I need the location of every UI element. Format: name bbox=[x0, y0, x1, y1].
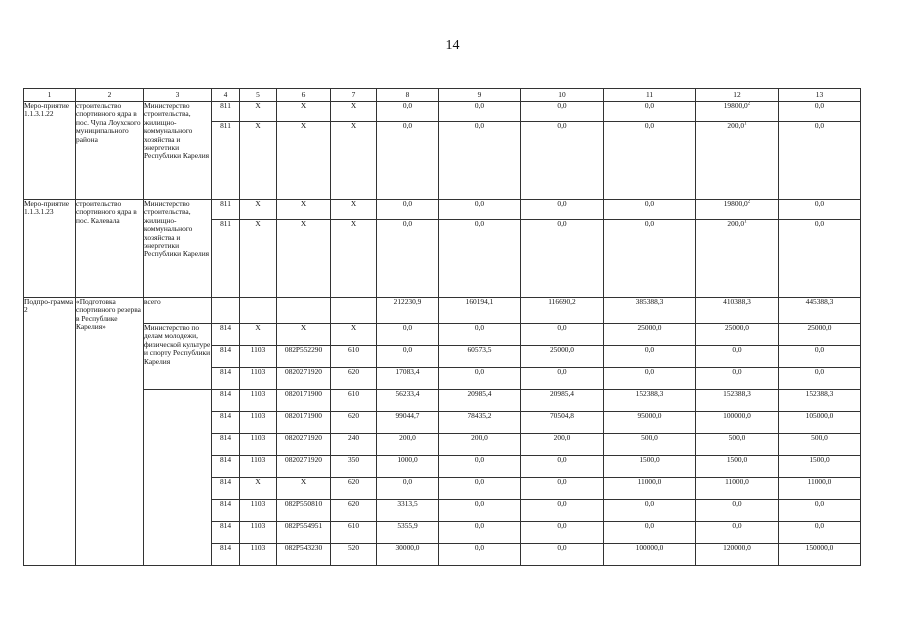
value-cell: 160194,1 bbox=[439, 298, 521, 324]
value-cell: 25000,0 bbox=[604, 324, 696, 346]
value-cell: 0,0 bbox=[377, 200, 439, 220]
value-cell: 811 bbox=[212, 122, 240, 200]
value-cell: 1103 bbox=[240, 346, 277, 368]
value-cell: 0,0 bbox=[521, 200, 604, 220]
value-cell: 1103 bbox=[240, 434, 277, 456]
subprogram-2-total-row bbox=[24, 298, 861, 324]
value-cell: 082P552290 bbox=[277, 346, 331, 368]
total-label: всего bbox=[144, 298, 212, 324]
measure-description: строительство спортивного ядра в пос. Чупа Лоухского муниципального района bbox=[76, 102, 144, 200]
value-cell: 811 bbox=[212, 200, 240, 220]
value-cell: 350 bbox=[331, 456, 377, 478]
value-cell: 620 bbox=[331, 412, 377, 434]
value-cell: X bbox=[277, 220, 331, 298]
value-cell: X bbox=[277, 478, 331, 500]
value-cell: 0,0 bbox=[377, 478, 439, 500]
value-cell: X bbox=[277, 200, 331, 220]
value-cell: 814 bbox=[212, 522, 240, 544]
value-cell: 0,0 bbox=[377, 346, 439, 368]
page-number: 14 bbox=[445, 38, 460, 53]
value-cell: 20985,4 bbox=[439, 390, 521, 412]
value-cell: 70504,8 bbox=[521, 412, 604, 434]
responsible-executor: Министерство по делам молодежи, физической культуре и спорту Республики Карелия bbox=[144, 324, 212, 390]
value-cell: 814 bbox=[212, 324, 240, 346]
value-cell: 25000,0 bbox=[779, 324, 861, 346]
value-cell: 610 bbox=[331, 346, 377, 368]
value-cell: 0,0 bbox=[439, 102, 521, 122]
value-cell: 0,0 bbox=[779, 368, 861, 390]
value-cell: 082P554951 bbox=[277, 522, 331, 544]
value-cell: 152388,3 bbox=[604, 390, 696, 412]
value-cell: 5355,9 bbox=[377, 522, 439, 544]
value-cell: 0,0 bbox=[604, 500, 696, 522]
value-cell: 0,0 bbox=[604, 368, 696, 390]
value-cell: 814 bbox=[212, 456, 240, 478]
value-cell: 1103 bbox=[240, 500, 277, 522]
value-cell: X bbox=[331, 220, 377, 298]
column-header: 13 bbox=[779, 89, 861, 102]
value-cell: 1500,0 bbox=[779, 456, 861, 478]
value-cell: 0,0 bbox=[696, 522, 779, 544]
value-cell: 200,0 bbox=[377, 434, 439, 456]
footnote-mark: 2 bbox=[747, 199, 751, 205]
value-cell: 610 bbox=[331, 390, 377, 412]
value-cell: 60573,5 bbox=[439, 346, 521, 368]
header-row bbox=[24, 89, 861, 102]
value-cell: 78435,2 bbox=[439, 412, 521, 434]
value-cell: X bbox=[240, 102, 277, 122]
value-cell: 0,0 bbox=[521, 522, 604, 544]
value-cell: 0820271920 bbox=[277, 456, 331, 478]
value-cell: 814 bbox=[212, 368, 240, 390]
value-cell: 152388,3 bbox=[779, 390, 861, 412]
value-cell: 0820171900 bbox=[277, 390, 331, 412]
value-cell: 0,0 bbox=[779, 522, 861, 544]
value-cell: 100000,0 bbox=[604, 544, 696, 566]
value-cell: 0,0 bbox=[779, 122, 861, 200]
value-cell: 0,0 bbox=[439, 456, 521, 478]
value-cell: 0,0 bbox=[377, 220, 439, 298]
value-cell: 19800,0$^2$ bbox=[696, 102, 779, 122]
value-cell: X bbox=[277, 122, 331, 200]
value-cell: 410388,3 bbox=[696, 298, 779, 324]
value-cell: 212230,9 bbox=[377, 298, 439, 324]
value-cell: 0820271920 bbox=[277, 434, 331, 456]
value-cell: 25000,0 bbox=[696, 324, 779, 346]
value-cell: 0,0 bbox=[521, 102, 604, 122]
value-cell: X bbox=[240, 200, 277, 220]
value-cell: 500,0 bbox=[779, 434, 861, 456]
value-cell: 814 bbox=[212, 434, 240, 456]
value-cell: 0820171900 bbox=[277, 412, 331, 434]
value-cell: 0,0 bbox=[604, 346, 696, 368]
value-cell: X bbox=[331, 324, 377, 346]
value-cell: 0,0 bbox=[604, 200, 696, 220]
column-header: 11 bbox=[604, 89, 696, 102]
value-cell: 0,0 bbox=[439, 500, 521, 522]
value-cell: X bbox=[331, 102, 377, 122]
value-cell: X bbox=[331, 122, 377, 200]
value-cell: 0,0 bbox=[439, 522, 521, 544]
value-cell: 0,0 bbox=[696, 346, 779, 368]
value-cell: 0,0 bbox=[521, 500, 604, 522]
value-cell: 0,0 bbox=[377, 102, 439, 122]
subprogram-2-row bbox=[24, 390, 861, 412]
value-cell: 30000,0 bbox=[377, 544, 439, 566]
value-cell: 082P543230 bbox=[277, 544, 331, 566]
value-cell: 0,0 bbox=[521, 122, 604, 200]
column-header: 1 bbox=[24, 89, 76, 102]
value-cell: 0,0 bbox=[521, 368, 604, 390]
value-cell: 1103 bbox=[240, 368, 277, 390]
value-cell: 0,0 bbox=[439, 478, 521, 500]
value-cell: 0,0 bbox=[439, 122, 521, 200]
value-cell: 240 bbox=[331, 434, 377, 456]
value-cell: 082P550810 bbox=[277, 500, 331, 522]
subprogram-2-row bbox=[24, 324, 861, 346]
value-cell: 0820271920 bbox=[277, 368, 331, 390]
column-header: 12 bbox=[696, 89, 779, 102]
value-cell: 200,0 bbox=[439, 434, 521, 456]
measure-description: строительство спортивного ядра в пос. Калевала bbox=[76, 200, 144, 298]
value-cell: 0,0 bbox=[439, 220, 521, 298]
value-cell: 814 bbox=[212, 412, 240, 434]
measure-2-row-1 bbox=[24, 200, 861, 220]
value-cell: 0,0 bbox=[521, 544, 604, 566]
measure-1-row-1 bbox=[24, 102, 861, 122]
value-cell: 200,0$^1$ bbox=[696, 122, 779, 200]
value-cell: 56233,4 bbox=[377, 390, 439, 412]
value-cell: 150000,0 bbox=[779, 544, 861, 566]
footnote-mark: 1 bbox=[744, 121, 747, 127]
value-cell: 1500,0 bbox=[604, 456, 696, 478]
table-body bbox=[24, 89, 861, 566]
value-cell: 120000,0 bbox=[696, 544, 779, 566]
value-cell: 0,0 bbox=[604, 122, 696, 200]
responsible-executor: Министерство строительства, жилищно-коммунального хозяйства и энергетики Республики Карелия bbox=[144, 200, 212, 298]
value-cell: 11000,0 bbox=[696, 478, 779, 500]
value-cell: 814 bbox=[212, 478, 240, 500]
value-cell: 95000,0 bbox=[604, 412, 696, 434]
value-cell: X bbox=[240, 478, 277, 500]
value-cell: 0,0 bbox=[377, 324, 439, 346]
value-cell: 25000,0 bbox=[521, 346, 604, 368]
value-cell: 200,0$^1$ bbox=[696, 220, 779, 298]
value-cell: 0,0 bbox=[439, 200, 521, 220]
value-cell: 814 bbox=[212, 346, 240, 368]
empty-cell bbox=[240, 298, 277, 324]
value-cell: 814 bbox=[212, 390, 240, 412]
value-cell: 620 bbox=[331, 478, 377, 500]
value-cell: 385388,3 bbox=[604, 298, 696, 324]
value-cell: 0,0 bbox=[377, 122, 439, 200]
budget-table bbox=[23, 88, 861, 566]
column-header: 10 bbox=[521, 89, 604, 102]
value-cell: 0,0 bbox=[521, 456, 604, 478]
column-header: 9 bbox=[439, 89, 521, 102]
column-header: 8 bbox=[377, 89, 439, 102]
value-cell: 0,0 bbox=[521, 478, 604, 500]
value-cell: 1500,0 bbox=[696, 456, 779, 478]
value-cell: 0,0 bbox=[439, 544, 521, 566]
value-cell: 620 bbox=[331, 368, 377, 390]
value-cell: 17083,4 bbox=[377, 368, 439, 390]
value-cell: X bbox=[277, 324, 331, 346]
value-cell: X bbox=[331, 200, 377, 220]
value-cell: 0,0 bbox=[521, 220, 604, 298]
measure-id: Меро-приятие 1.1.3.1.22 bbox=[24, 102, 76, 200]
value-cell: 811 bbox=[212, 102, 240, 122]
value-cell: 0,0 bbox=[696, 500, 779, 522]
value-cell: 520 bbox=[331, 544, 377, 566]
footnote-mark: 1 bbox=[744, 219, 747, 225]
value-cell: 11000,0 bbox=[604, 478, 696, 500]
value-cell: 200,0 bbox=[521, 434, 604, 456]
value-cell: 3313,5 bbox=[377, 500, 439, 522]
value-cell: 1103 bbox=[240, 412, 277, 434]
value-cell: 1103 bbox=[240, 456, 277, 478]
subprogram-id: Подпро-грамма 2 bbox=[24, 298, 76, 566]
value-cell: 11000,0 bbox=[779, 478, 861, 500]
value-cell: X bbox=[240, 220, 277, 298]
value-cell: 105000,0 bbox=[779, 412, 861, 434]
value-cell: 0,0 bbox=[779, 500, 861, 522]
value-cell: 0,0 bbox=[604, 522, 696, 544]
value-cell: X bbox=[240, 122, 277, 200]
value-cell: 1103 bbox=[240, 390, 277, 412]
column-header: 7 bbox=[331, 89, 377, 102]
column-header: 5 bbox=[240, 89, 277, 102]
column-header: 6 bbox=[277, 89, 331, 102]
value-cell: 0,0 bbox=[521, 324, 604, 346]
value-cell: 0,0 bbox=[604, 220, 696, 298]
value-cell: 152388,3 bbox=[696, 390, 779, 412]
value-cell: 0,0 bbox=[779, 220, 861, 298]
responsible-executor: Министерство строительства, жилищно-коммунального хозяйства и энергетики Республики Карелия bbox=[144, 102, 212, 200]
value-cell: X bbox=[277, 102, 331, 122]
value-cell: 0,0 bbox=[779, 102, 861, 122]
value-cell: X bbox=[240, 324, 277, 346]
value-cell: 19800,0$^2$ bbox=[696, 200, 779, 220]
footnote-mark: 2 bbox=[747, 101, 751, 107]
value-cell: 620 bbox=[331, 500, 377, 522]
value-cell: 99044,7 bbox=[377, 412, 439, 434]
measure-id: Меро-приятие 1.1.3.1.23 bbox=[24, 200, 76, 298]
value-cell: 0,0 bbox=[604, 102, 696, 122]
value-cell: 1000,0 bbox=[377, 456, 439, 478]
empty-cell bbox=[212, 298, 240, 324]
value-cell: 1103 bbox=[240, 544, 277, 566]
value-cell: 814 bbox=[212, 500, 240, 522]
value-cell: 0,0 bbox=[439, 324, 521, 346]
value-cell: 500,0 bbox=[696, 434, 779, 456]
empty-cell bbox=[144, 390, 212, 566]
value-cell: 1103 bbox=[240, 522, 277, 544]
column-header: 4 bbox=[212, 89, 240, 102]
value-cell: 811 bbox=[212, 220, 240, 298]
value-cell: 500,0 bbox=[604, 434, 696, 456]
value-cell: 100000,0 bbox=[696, 412, 779, 434]
subprogram-description: «Подготовка спортивного резерва в Республике Карелия» bbox=[76, 298, 144, 566]
value-cell: 814 bbox=[212, 544, 240, 566]
empty-cell bbox=[331, 298, 377, 324]
value-cell: 0,0 bbox=[696, 368, 779, 390]
column-header: 3 bbox=[144, 89, 212, 102]
value-cell: 0,0 bbox=[439, 368, 521, 390]
value-cell: 0,0 bbox=[779, 200, 861, 220]
column-header: 2 bbox=[76, 89, 144, 102]
value-cell: 20985,4 bbox=[521, 390, 604, 412]
value-cell: 0,0 bbox=[779, 346, 861, 368]
value-cell: 445388,3 bbox=[779, 298, 861, 324]
empty-cell bbox=[277, 298, 331, 324]
value-cell: 116690,2 bbox=[521, 298, 604, 324]
value-cell: 610 bbox=[331, 522, 377, 544]
